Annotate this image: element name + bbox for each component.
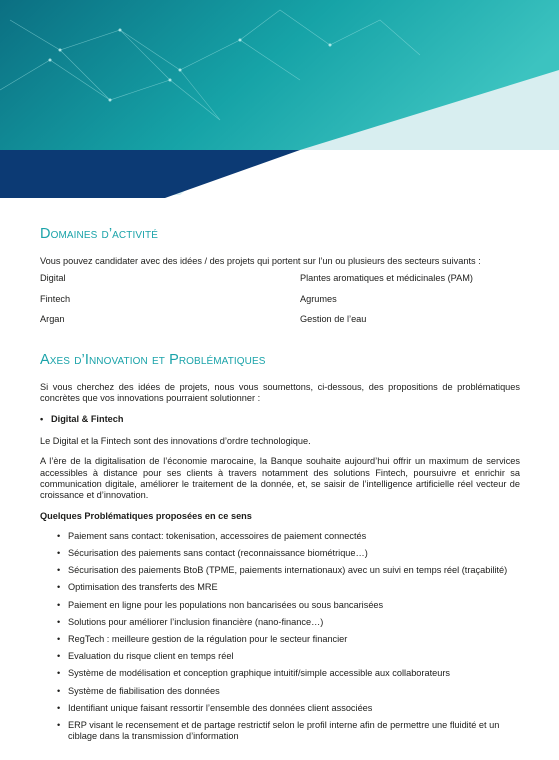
domaine-eau: Gestion de l’eau: [300, 313, 367, 324]
list-item: • Sécurisation des paiements BtoB (TPME, paiements internationaux) avec un suivi en temps réel (traçabilité): [68, 565, 520, 576]
list-item: • Système de fiabilisation des données: [68, 686, 520, 697]
list-item: • Sécurisation des paiements sans contact (reconnaissance biométrique…): [68, 548, 520, 559]
domaines-intro: Vous pouvez candidater avec des idées / des projets qui portent sur l’un ou plusieurs des secteurs suivants :: [40, 256, 481, 266]
axes-paragraph-2: A l’ère de la digitalisation de l’économie marocaine, la Banque souhaite aujourd’hui offrir un maximum de services accessibles à distance pour ses clients à travers notamment des solutions Fintech, poursuivre et enrichir sa communication digitale, améliorer le traitement de la donnée, et, se saisir de l’intelligence artificielle réel vecteur de croissance et d’innovation.: [40, 456, 520, 501]
axes-title: Axes d’Innovation et Problématiques: [40, 352, 266, 369]
axes-paragraph-1: Le Digital et la Fintech sont des innovations d’ordre technologique.: [40, 436, 311, 447]
domaine-fintech: Fintech: [40, 293, 71, 304]
domaines-list: [40, 273, 520, 325]
list-item: • Système de modélisation et conception graphique intuitif/simple accessible aux collaborateurs: [68, 668, 520, 679]
problematiques-subtitle: Quelques Problématiques proposées en ce sens: [40, 510, 252, 521]
axes-intro: Si vous cherchez des idées de projets, nous vous soumettons, ci-dessous, des propositions de problématiques concrètes que vos innovations pourraient solutionner :: [40, 382, 520, 404]
list-item: • Identifiant unique faisant ressortir l’ensemble des données client associées: [68, 703, 520, 714]
list-item: • Evaluation du risque client en temps réel: [68, 651, 520, 662]
list-item: • Solutions pour améliorer l’inclusion financière (nano-finance…): [68, 617, 520, 628]
list-item: • Paiement en ligne pour les populations non bancarisées ou sous bancarisées: [68, 600, 520, 611]
list-item: • Optimisation des transferts des MRE: [68, 582, 520, 593]
axes-bullet-list: [40, 414, 520, 425]
domaine-argan: Argan: [40, 313, 65, 324]
list-item: • ERP visant le recensement et de partage restrictif selon le profil interne afin de permettre une fluidité et un ciblage dans la transmission d’information: [68, 720, 520, 743]
bullet-digital-fintech: • Digital & Fintech: [51, 414, 520, 425]
problematiques-list: [40, 531, 520, 743]
list-item: • Paiement sans contact: tokenisation, accessoires de paiement connectés: [68, 531, 520, 542]
header-banner: [0, 0, 559, 210]
domaines-title: Domaines d’activité: [40, 226, 158, 242]
page-content: [40, 226, 520, 748]
domaine-digital: Digital: [40, 273, 66, 284]
domaine-pam: Plantes aromatiques et médicinales (PAM): [300, 273, 473, 284]
list-item: • RegTech : meilleure gestion de la régulation pour le secteur financier: [68, 634, 520, 645]
domaine-agrumes: Agrumes: [300, 293, 337, 304]
